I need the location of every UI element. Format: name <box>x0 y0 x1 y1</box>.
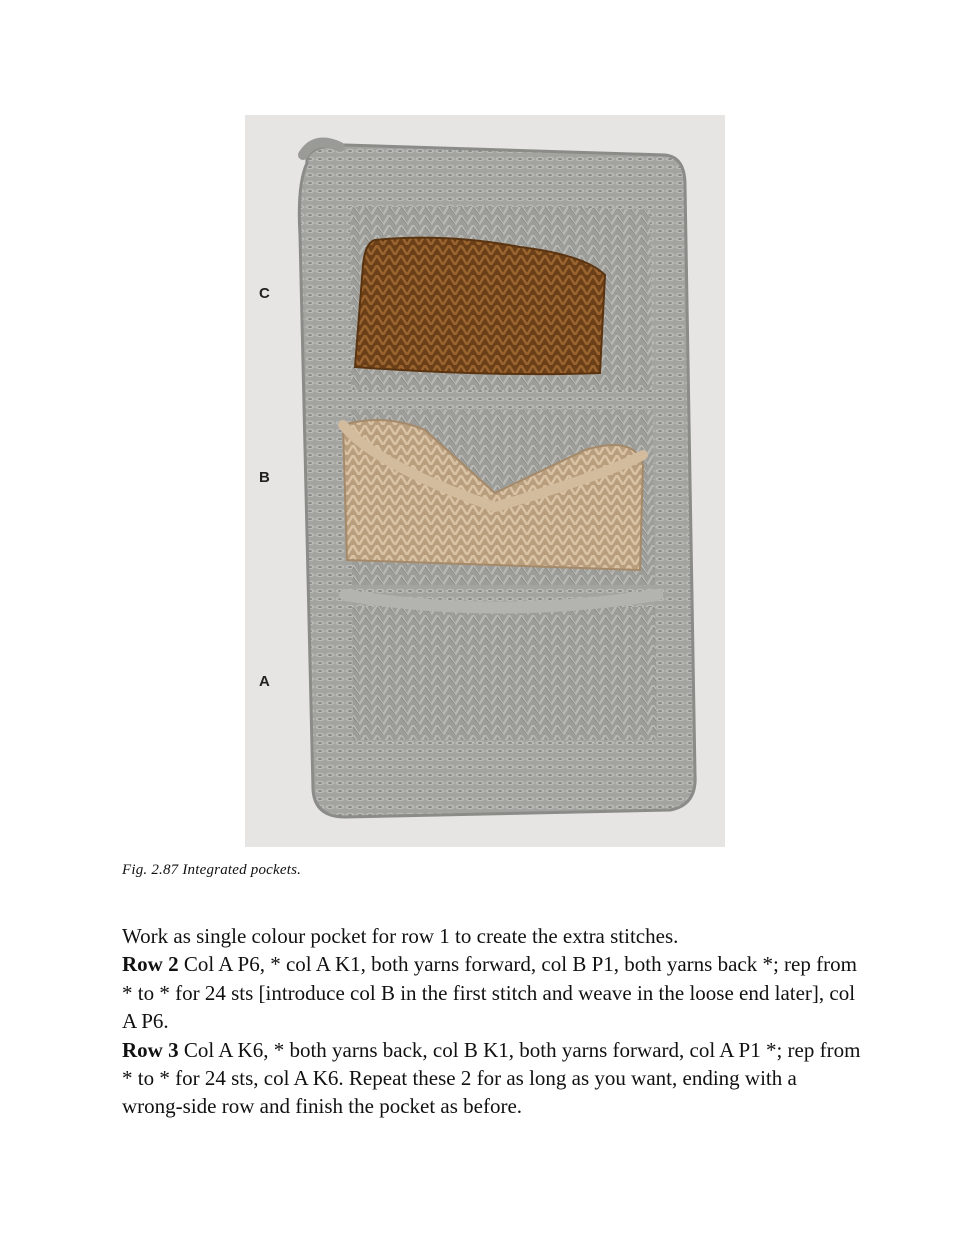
figure-label-c: C <box>259 285 270 302</box>
row-2-label: Row 2 <box>122 952 179 977</box>
row-3-label: Row 3 <box>122 1037 179 1062</box>
swatch-illustration <box>245 115 725 847</box>
row-3-text: Col A K6, * both yarns back, col B K1, both yarns forward, col A P1 *; rep from * to * for 24 sts, col A K6. Repeat these 2 for as long as you want, ending with a wrong-side row and finish the pocket as before. <box>122 1037 861 1119</box>
row-2-text: Col A P6, * col A K1, both yarns forward, col B P1, both yarns back *; rep from * to * for 24 sts [introduce col B in the first stitch and weave in the loose end later], col A P6. <box>122 952 857 1034</box>
paragraph-intro <box>122 922 862 950</box>
paragraph-row-2 <box>122 950 862 1035</box>
paragraph-row-3 <box>122 1036 862 1121</box>
figure-label-a: A <box>259 673 270 690</box>
body-text <box>122 922 862 1121</box>
paragraph-intro-text: Work as single colour pocket for row 1 to create the extra stitches. <box>122 924 679 948</box>
figure-caption: Fig. 2.87 Integrated pockets. <box>122 862 302 878</box>
pocket-c <box>355 238 605 374</box>
figure-label-b: B <box>259 469 270 486</box>
knitted-swatch-figure <box>245 115 725 847</box>
